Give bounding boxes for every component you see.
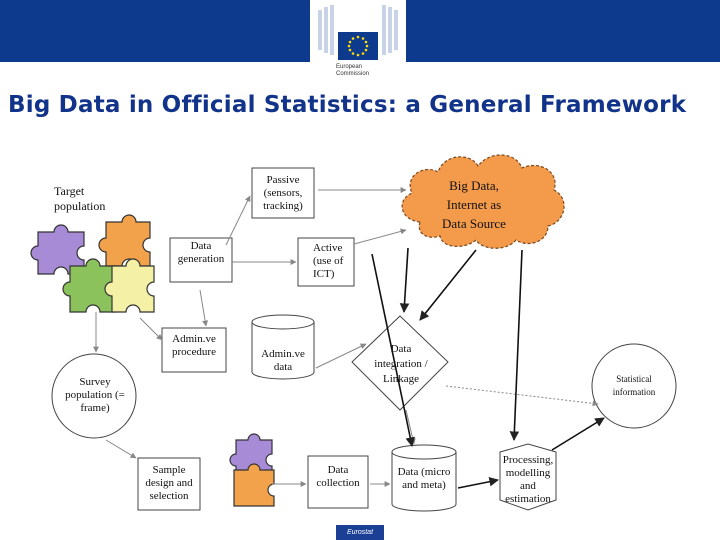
statistical-information-label: Statistical information xyxy=(612,374,656,397)
big-data-line-3: Data Source xyxy=(442,216,506,231)
logo-text-line-2: Commission xyxy=(336,71,370,77)
big-data-label xyxy=(424,176,524,233)
sample-design-label: Sample design and selection xyxy=(145,464,193,502)
eurostat-footer-badge: Eurostat xyxy=(336,525,384,540)
active-label: Active (use of ICT) xyxy=(313,242,344,280)
data-micro-meta-label: Data (micro and meta) xyxy=(397,466,451,491)
adminve-procedure-label: Admin.ve procedure xyxy=(172,333,216,358)
processing-label: Processing, modelling and estimation xyxy=(502,454,554,505)
big-data-line-2: Internet as xyxy=(446,197,502,212)
data-collection-label: Data collection xyxy=(316,464,360,489)
target-population-label: Target population xyxy=(54,184,106,213)
slide-title: Big Data in Official Statistics: a General Framework xyxy=(8,92,687,118)
data-generation-label: Data generation xyxy=(177,240,225,265)
survey-population-label: Survey population (= frame) xyxy=(65,376,125,414)
big-data-line-1: Big Data, xyxy=(449,178,499,193)
logo-text-line-1: European xyxy=(336,64,363,70)
puzzle-pair-icon xyxy=(230,434,274,506)
adminve-data-label: Admin.ve data xyxy=(261,348,305,373)
puzzle-cluster-icon xyxy=(31,215,154,312)
passive-label: Passive (sensors, tracking) xyxy=(263,174,303,212)
data-integration-label: Data integration / Linkage xyxy=(374,343,428,385)
